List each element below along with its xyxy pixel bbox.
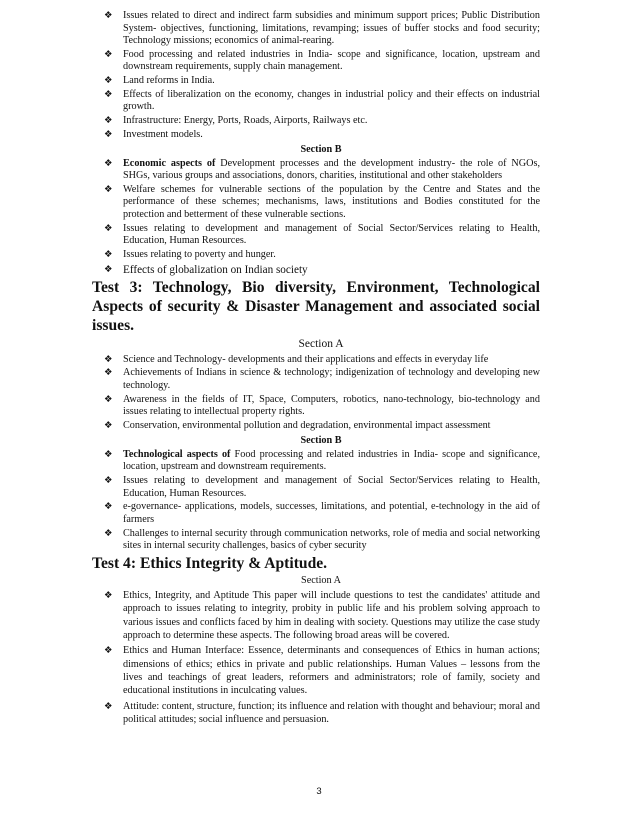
diamond-bullet-icon: ❖ (104, 10, 113, 21)
list-item: ❖ Effects of liberalization on the economy, changes in industrial policy and their effects on industrial growth. (104, 88, 540, 113)
diamond-bullet-icon: ❖ (104, 263, 113, 275)
list-item: ❖ Awareness in the fields of IT, Space, Computers, robotics, nano-technology, bio-technology and issues relating to intellectual property rights. (104, 393, 540, 418)
diamond-bullet-icon: ❖ (104, 501, 113, 513)
list-item: ❖ Ethics, Integrity, and Aptitude This paper will include questions to test the candidates' attitude and approach to issues relating to integrity, probity in public life and his problem solving approach to various issues and conflicts faced by him in dealing with society. Questions may utilize the case study approach to determine these aspects. The following broad areas will be covered. (104, 589, 540, 641)
section-heading: Section B (300, 143, 342, 155)
list-item: ❖ Science and Technology- developments and their applications and effects in everyday life (104, 353, 489, 365)
diamond-bullet-icon: ❖ (104, 367, 113, 379)
section-heading: Section A (298, 337, 344, 350)
diamond-bullet-icon: ❖ (104, 48, 113, 60)
bullet-list-tech-aspects (102, 449, 540, 553)
bullet-list-ethics (102, 589, 540, 727)
diamond-bullet-icon: ❖ (104, 157, 113, 169)
list-item: ❖ Land reforms in India. (104, 75, 215, 87)
diamond-bullet-icon: ❖ (104, 222, 113, 234)
diamond-bullet-icon: ❖ (104, 393, 113, 405)
list-item: ❖ Investment models. (104, 128, 203, 140)
diamond-bullet-icon: ❖ (104, 448, 113, 460)
diamond-bullet-icon: ❖ (104, 88, 113, 100)
list-item: ❖ Ethics and Human Interface: Essence, determinants and consequences of Ethics in human actions; dimensions of ethics; ethics in private and public relationships. Human Values – lessons from the lives and teachings of great leaders, reformers and administrators; role of family, society and educational institutions in inculcating values. (104, 645, 540, 697)
list-item: ❖ Achievements of Indians in science & technology; indigenization of technology and developing new technology. (104, 367, 540, 391)
bullet-list-social (102, 158, 540, 277)
diamond-bullet-icon: ❖ (104, 474, 113, 486)
diamond-bullet-icon: ❖ (104, 248, 113, 260)
diamond-bullet-icon: ❖ (104, 700, 113, 712)
diamond-bullet-icon: ❖ (104, 589, 113, 601)
list-item: ❖ Challenges to internal security through communication networks, role of media and social networking sites in internal security challenges, basics of cyber security (104, 527, 540, 552)
diamond-bullet-icon: ❖ (104, 75, 113, 87)
page-number: 3 (316, 786, 322, 797)
test-3-heading: Test 3: Technology, Bio diversity, Environment, Technological Aspects of security & Disaster Management and associated social issues. (92, 278, 540, 334)
list-item: ❖ e-governance- applications, models, successes, limitations, and potential, e-technology in the aid of farmers (104, 501, 540, 525)
list-item: ❖ Effects of globalization on Indian society (104, 263, 308, 276)
diamond-bullet-icon: ❖ (104, 353, 113, 365)
bullet-list-technology (102, 354, 540, 433)
list-item: ❖ Attitude: content, structure, function; its influence and relation with thought and behaviour; moral and political attitudes; social influence and persuasion. (104, 700, 540, 726)
diamond-bullet-icon: ❖ (104, 419, 113, 431)
list-item: ❖ Issues related to direct and indirect farm subsidies and minimum support prices; Public Distribution System- objectives, functioning, limitations, revamping; issues of buffer stocks and food security; Technology missions; economics of animal-rearing. (104, 10, 540, 47)
list-item: ❖ Issues relating to development and management of Social Sector/Services relating to Health, Education, Human Resources. (104, 222, 540, 247)
list-item: ❖ Food processing and related industries in India- scope and significance, location, upstream and downstream requirements, supply chain management. (104, 48, 540, 73)
section-heading: Section B (300, 434, 342, 446)
test-4-heading: Test 4: Ethics Integrity & Aptitude. (92, 554, 328, 572)
page-content (92, 10, 540, 728)
list-item: ❖ Issues relating to poverty and hunger. (104, 248, 276, 260)
list-item: ❖ Issues relating to development and management of Social Sector/Services relating to Health, Education, Human Resources. (104, 474, 540, 499)
list-item: ❖ Conservation, environmental pollution and degradation, environmental impact assessment (104, 419, 491, 431)
list-item: ❖ Technological aspects of Food processing and related industries in India- scope and significance, location, upstream and downstream requirements. (104, 448, 540, 473)
diamond-bullet-icon: ❖ (104, 645, 113, 657)
bullet-list-economy (102, 10, 540, 141)
diamond-bullet-icon: ❖ (104, 183, 113, 195)
diamond-bullet-icon: ❖ (104, 115, 113, 127)
diamond-bullet-icon: ❖ (104, 128, 113, 140)
list-item: ❖ Infrastructure: Energy, Ports, Roads, Airports, Railways etc. (104, 115, 368, 127)
list-item: ❖ Welfare schemes for vulnerable sections of the population by the Centre and States and the performance of these schemes; mechanisms, laws, institutions and Bodies constituted for the protection and betterment of these vulnerable sections. (104, 183, 540, 220)
section-heading: Section A (301, 574, 341, 586)
list-item: ❖ Economic aspects of Development processes and the development industry- the role of NGOs, SHGs, various groups and associations, donors, charities, institutional and other stakeholders (104, 157, 540, 182)
diamond-bullet-icon: ❖ (104, 527, 113, 539)
